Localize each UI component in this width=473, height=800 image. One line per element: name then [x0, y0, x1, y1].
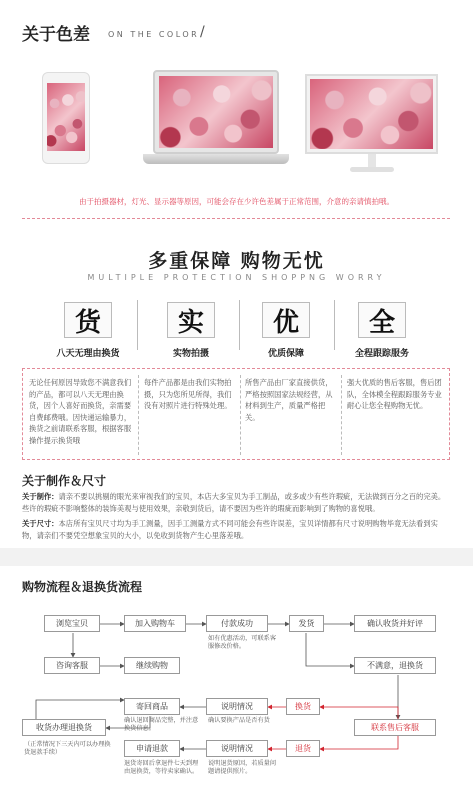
color-note: 由于拍摄器材，灯光、显示器等原因，可能会存在少许色差属于正常范围，介意的亲请慎拍哦。 — [79, 197, 394, 206]
flow-apply-note: 退货寄回后拿退件七天到理由退换货，等待卖家确认。 — [124, 760, 199, 775]
flow-pay-success: 付款成功 — [206, 615, 268, 632]
exchange-icon: 货 — [64, 302, 112, 338]
size-label: 关于尺寸： — [22, 519, 59, 528]
flow-ship: 发货 — [289, 615, 324, 632]
flow-apply-refund: 申请退款 — [124, 740, 180, 757]
guarantee-title: 多重保障 购物无忧 — [148, 250, 325, 272]
guarantee-label-exchange: 八天无理由换货 — [56, 349, 120, 359]
real-shot-icon: 实 — [167, 302, 215, 338]
flow-explain2-note: 说明退货原因，若质量问题请提供照片。 — [208, 760, 277, 775]
guarantee-desc-exchange: 无论任何原因导致您不满意我们的产品，都可以八天无理由换货，因个人喜好而换货，亲需要自费邮费哦。因快递运输暴力，换货之前请联系客服，根据客服操作提示换货哦 — [29, 378, 132, 445]
flow-receive-refund: 收货办理退换货 — [22, 719, 106, 736]
guarantee-subtitle: MULTIPLE PROTECTION SHOPPNG WORRY — [87, 273, 386, 282]
guarantee-desc-real-shot: 每件产品都是由我们实物拍摄，只为您所见所得，我们没有对照片进行特殊处理。 — [144, 378, 232, 410]
flow-normal-note: （正常情况下三天内可以办理换货退款手续） — [24, 741, 111, 756]
guarantee-label-real-shot: 实物拍摄 — [172, 349, 209, 359]
flow-browse: 浏览宝贝 — [44, 615, 100, 632]
color-section-subtitle: ON THE COLOR — [108, 30, 200, 39]
flow-exchange: 换货 — [286, 698, 320, 715]
production-title: 关于制作＆尺寸 — [22, 474, 107, 488]
flow-refund: 退货 — [286, 740, 320, 757]
flow-confirm-receipt: 确认收货并好评 — [354, 615, 436, 632]
flow-explain-1: 说明情况 — [206, 698, 268, 715]
guarantee-label-service: 全程跟踪服务 — [354, 349, 409, 359]
flow-explain1-note: 确认要换产品是否有货 — [208, 717, 270, 724]
flow-unsatisfied: 不满意，退换货 — [354, 657, 436, 674]
flow-return-goods: 寄回商品 — [124, 698, 180, 715]
guarantee-desc-service: 强大优质的售后客服，售后团队，全体模全程跟踪服务专业耐心让您全程购物无忧。 — [347, 378, 442, 410]
guarantee-label-quality: 优质保障 — [267, 349, 304, 359]
production-text: 请亲不要以挑剔的眼光来审视我们的宝贝，本店大多宝贝为手工制品，或多或少有些许瑕疵，无法做到百分之百的完美。些许的瑕疵不影响整体的装饰美观与使用效果，亲敬到货后，请不要因为些许的瑕疵而影响到了购物的喜悦哦。 — [22, 492, 446, 513]
size-text: 本店所有宝贝尺寸均为手工测量，因手工测量方式不同可能会有些许误差，宝贝详情都有尺寸说明购物毕竟无法看到实物，请亲们不要凭空想象宝贝的大小，以免收到货物产生心里落差哦。 — [22, 519, 438, 540]
full-service-icon: 全 — [358, 302, 406, 338]
production-label: 关于制作： — [22, 492, 59, 501]
flow-return-note: 确认退回商品完整，并注意换货信息。 — [124, 717, 199, 732]
flow-title: 购物流程＆退换货流程 — [22, 580, 143, 594]
flow-consult: 咨询客服 — [44, 657, 100, 674]
flow-add-cart: 加入购物车 — [124, 615, 186, 632]
guarantee-desc-quality: 所售产品由厂家直接供货，严格按照国家法规经营，从材料到生产，质量严格把关。 — [245, 378, 333, 422]
title-slash: / — [200, 24, 205, 40]
flow-explain-2: 说明情况 — [206, 740, 268, 757]
flow-continue: 继续购物 — [124, 657, 180, 674]
flow-contact-service: 联系售后客服 — [354, 719, 436, 736]
color-section-title: 关于色差 — [22, 25, 90, 45]
quality-icon: 优 — [262, 302, 310, 338]
flow-pay-note: 如有优惠活动，可联系客服修改价格。 — [208, 635, 277, 650]
